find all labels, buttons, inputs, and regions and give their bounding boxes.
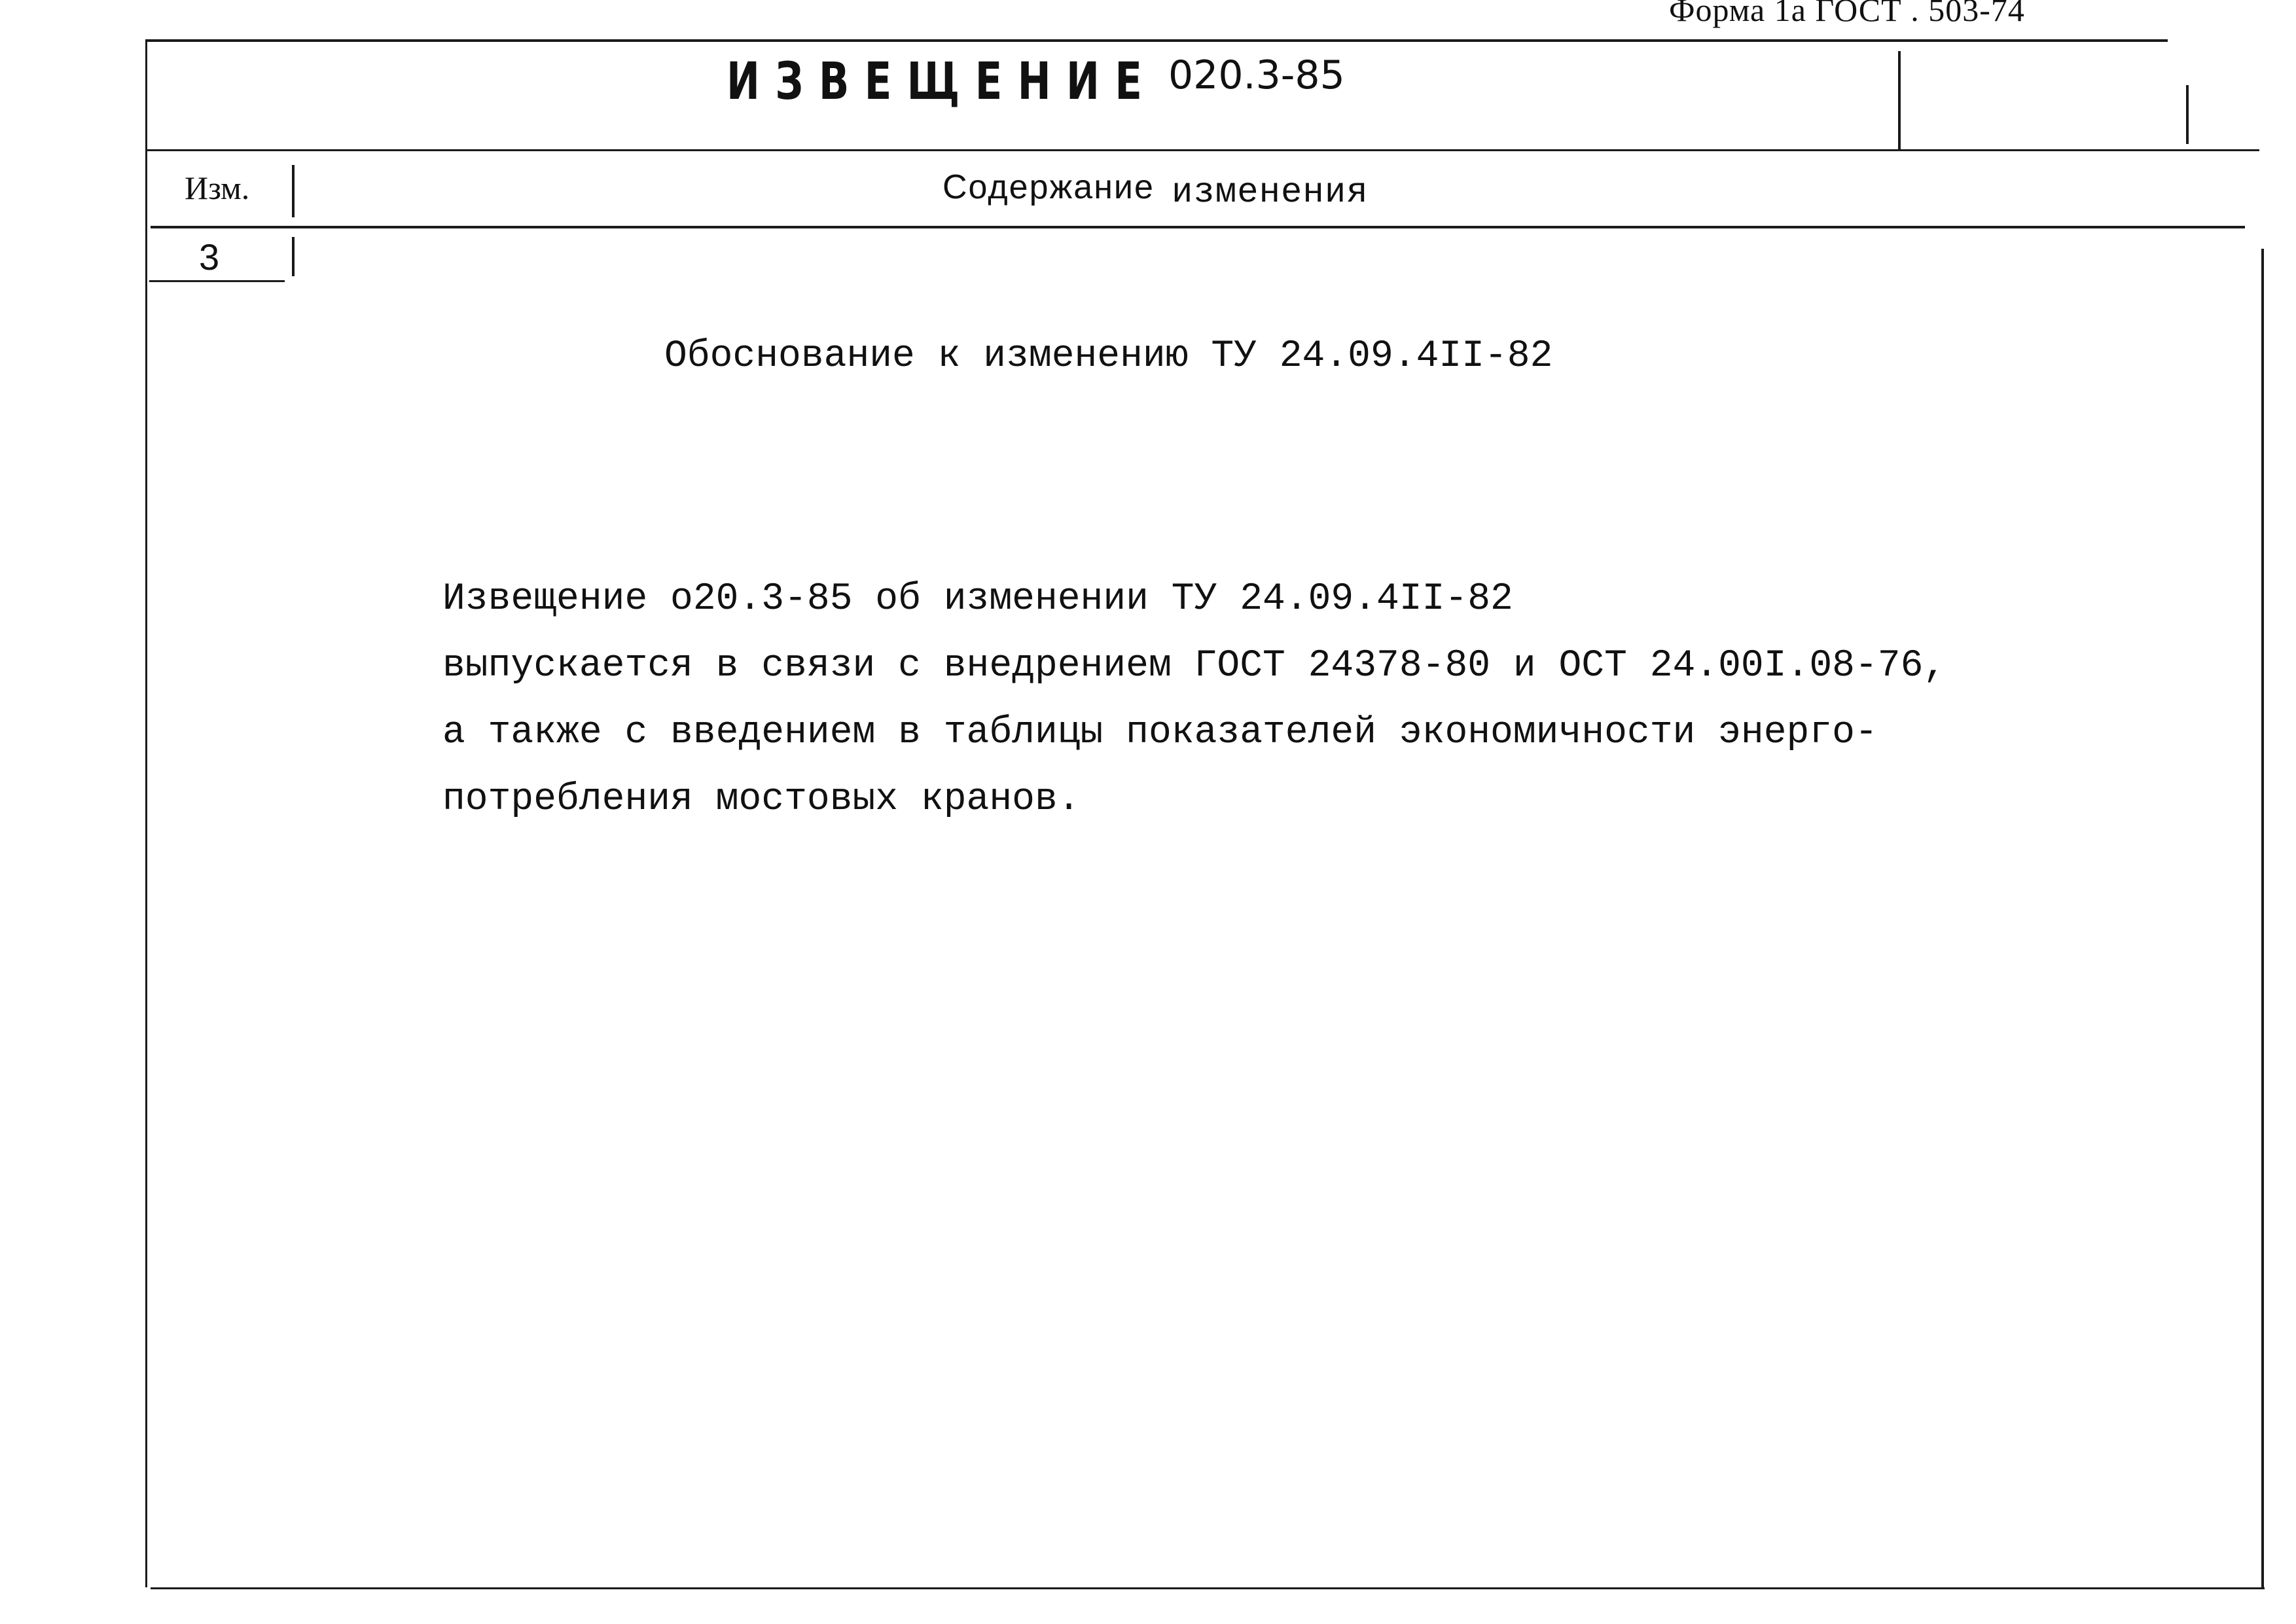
form-label: Форма 1а ГОСТ . 503-74 [1669,0,2025,28]
revision-cell-bottom-line [149,280,285,282]
paragraph-line: а также с введением в таблицы показателей экономичности энерго- [442,712,1878,754]
content-column-header-suffix: изменения [1172,173,1369,213]
header-divider-line [1898,51,1901,149]
content-column-header: Содержание [942,168,1155,206]
frame-top-line [145,39,2168,42]
justification-heading: Обоснование к изменению ТУ 24.09.4II-82 [664,335,1553,378]
frame-bottom-line [151,1587,2265,1589]
revision-column-divider [292,165,295,217]
paragraph-line: выпускается в связи с внедрением ГОСТ 24378-80 и ОСТ 24.00I.08-76, [442,645,1946,687]
revision-cell-divider [292,237,295,276]
justification-paragraph [442,566,1946,833]
revision-number: 3 [199,236,220,278]
revision-column-header: Изм. [185,170,250,206]
paragraph-line: Извещение о20.3-85 об изменении ТУ 24.09.4II-82 [442,578,1513,621]
frame-left-line [145,39,147,1587]
notice-number: 020.3-85 [1168,52,1345,98]
header-bottom-line [145,149,2259,151]
frame-right-line [2261,249,2264,1587]
paragraph-line: потребления мостовых кранов. [442,778,1081,821]
table-header-bottom-line [151,226,2245,228]
header-corner-mark [2186,85,2189,144]
notice-title: ИЗВЕЩЕНИЕ [726,52,1158,111]
